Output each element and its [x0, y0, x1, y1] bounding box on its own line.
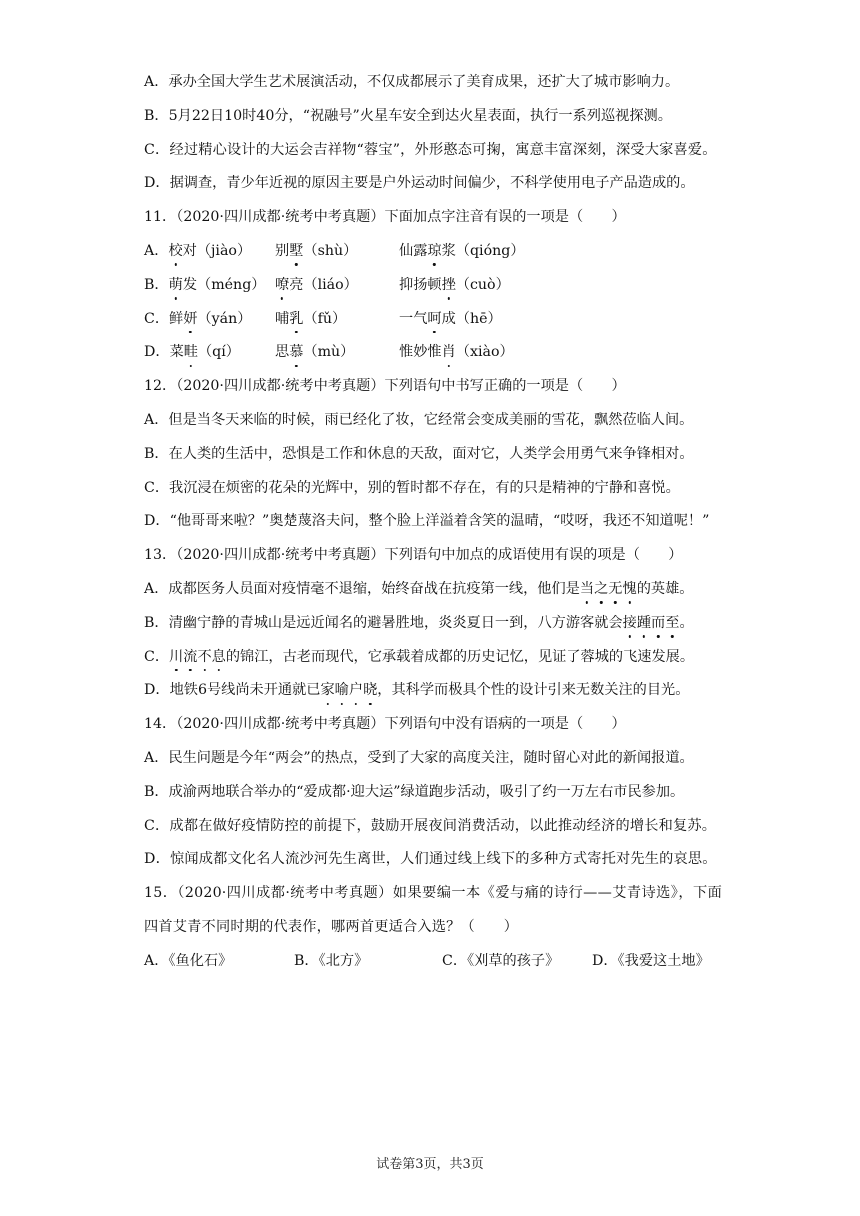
- word-part: 抑扬顿: [399, 276, 442, 293]
- dotted-char: 踵: [637, 607, 651, 641]
- q14-stem: 14．（2020·四川成都·统考中考真题）下列语句中没有语病的一项是（ ）: [144, 716, 626, 733]
- dotted-char: 喻: [335, 674, 349, 708]
- dotted-char: 呵: [427, 303, 441, 337]
- pinyin: （yán）: [197, 310, 252, 327]
- q10-option-a: A．承办全国大学生艺术展演活动，不仅成都展示了美育成果，还扩大了城市影响力。: [144, 74, 680, 90]
- pinyin: （cuò）: [455, 276, 510, 293]
- word-part: 思: [275, 344, 290, 361]
- option-letter: B．: [144, 276, 169, 293]
- word-part: 哺: [275, 310, 290, 327]
- dotted-char: 不: [197, 641, 211, 675]
- dotted-char: 无: [608, 573, 622, 607]
- q10-option-b: B．5月22日10时40分，“祝融号”火星车安全到达火星表面，执行一系列巡视探测。: [144, 107, 672, 124]
- pinyin: （qí）: [197, 344, 240, 361]
- dotted-char: 息: [212, 641, 226, 675]
- word-part: 惟妙惟: [399, 344, 442, 361]
- dotted-char: 畦: [184, 336, 198, 370]
- sentence-text: C．: [144, 648, 170, 665]
- q11-stem: 11．（2020·四川成都·统考中考真题）下面加点字注音有误的一项是（ ）: [144, 209, 626, 226]
- pinyin: （mù）: [303, 344, 355, 361]
- dotted-char: 之: [594, 573, 608, 607]
- option-letter: D．菜: [144, 344, 184, 361]
- pinyin: 浆（qióng）: [441, 242, 525, 259]
- dotted-char: 户: [349, 674, 363, 708]
- q12-option-d: D．“他哥哥来啦？”奥楚蔑洛夫问，整个脸上洋溢着含笑的温晴，“哎呀，我还不知道呢！”: [144, 513, 710, 530]
- q13-option-a: [144, 573, 722, 607]
- word-part: 一气: [399, 310, 428, 327]
- q15-option-d: D．《我爱这土地》: [592, 952, 710, 969]
- dotted-char: 当: [580, 573, 594, 607]
- dotted-char: 琼: [427, 235, 441, 269]
- dotted-char: 慕: [289, 336, 303, 370]
- dotted-char: 妍: [183, 303, 197, 337]
- dotted-char: 嘹: [275, 269, 289, 303]
- q11-option-d: [144, 336, 722, 370]
- q15-option-a: A．《鱼化石》: [144, 952, 233, 969]
- q13-option-c: [144, 641, 722, 675]
- q15-stem: 15．（2020·四川成都·统考中考真题）如果要编一本《爱与痛的诗行——艾青诗选》，下面四首艾青不同时期的代表作，哪两首更适合入选？（ ）: [144, 885, 722, 935]
- dotted-char: 墅: [289, 235, 303, 269]
- pinyin: （xiào）: [455, 344, 514, 361]
- page-footer: 试卷第3页，共3页: [376, 1157, 484, 1172]
- sentence-text: B．清幽宁静的青城山是远近闻名的避暑胜地，炎炎夏日一到，八方游客就会: [144, 614, 623, 631]
- sentence-text: 的锦江，古老而现代，它承载着成都的历史记忆，见证了蓉城的飞速发展。: [225, 648, 695, 665]
- word-part: 别: [275, 242, 290, 259]
- q15-option-c: C．《刈草的孩子》: [442, 952, 560, 969]
- q14-option-d: D．惊闻成都文化名人流沙河先生离世，人们通过线上线下的多种方式寄托对先生的哀思。: [144, 851, 717, 868]
- dotted-char: 流: [183, 641, 197, 675]
- dotted-idiom: [320, 682, 377, 698]
- q14-option-a: A．民生问题是今年“两会”的热点，受到了大家的高度关注，随时留心对此的新闻报道。: [144, 749, 694, 766]
- sentence-text: A．成都医务人员面对疫情毫不退缩，始终奋战在抗疫第一线，他们是: [144, 580, 580, 597]
- sentence-text: 的英雄。: [636, 580, 694, 597]
- q12-stem: 12．（2020·四川成都·统考中考真题）下列语句中书写正确的一项是（ ）: [144, 378, 626, 395]
- q12-option-c: C．我沉浸在烦密的花朵的光辉中，别的暂时都不存在，有的只是精神的宁静和喜悦。: [144, 479, 680, 496]
- dotted-char: 至: [665, 607, 679, 641]
- dotted-idiom: [169, 649, 226, 665]
- q13-option-d: [144, 674, 722, 708]
- q13-option-b: [144, 607, 722, 641]
- dotted-char: 晓: [363, 674, 377, 708]
- q11-option-a: [144, 235, 722, 269]
- pinyin: （fǔ）: [303, 310, 347, 327]
- option-letter: C．鲜: [144, 310, 184, 327]
- word-part: 仙露: [399, 242, 428, 259]
- exam-page-content: [144, 66, 722, 979]
- sentence-text: ，其科学而极具个性的设计引来无数关注的目光。: [377, 682, 690, 699]
- q10-option-d: D．据调查，青少年近视的原因主要是户外运动时间偏少，不科学使用电子产品造成的。: [144, 175, 695, 192]
- dotted-char: 川: [169, 641, 183, 675]
- sentence-text: D．地铁6号线尚未开通就已: [144, 682, 321, 699]
- pinyin: 对（jiào）: [182, 242, 252, 259]
- dotted-char: 而: [651, 607, 665, 641]
- q11-option-c: [144, 303, 722, 337]
- sentence-text: 。: [679, 614, 694, 631]
- pinyin: 发（méng）: [182, 276, 266, 293]
- dotted-char: 肖: [442, 336, 456, 370]
- pinyin: （shù）: [303, 242, 358, 259]
- q15-options: [144, 945, 722, 979]
- q15-option-b: B．《北方》: [294, 952, 369, 969]
- dotted-char: 愧: [622, 573, 636, 607]
- dotted-char: 乳: [289, 303, 303, 337]
- q13-stem: 13．（2020·四川成都·统考中考真题）下列语句中加点的成语使用有误的项是（ ）: [144, 547, 683, 564]
- q10-option-c: C．经过精心设计的大运会吉祥物“蓉宝”，外形憨态可掬，寓意丰富深刻，深受大家喜爱。: [144, 141, 717, 158]
- dotted-char: 校: [168, 235, 182, 269]
- dotted-char: 接: [623, 607, 637, 641]
- q12-option-a: A．但是当冬天来临的时候，雨已经化了妆，它经常会变成美丽的雪花，飘然莅临人间。: [144, 411, 694, 428]
- dotted-idiom: [580, 581, 637, 597]
- q12-option-b: B．在人类的生活中，恐惧是工作和休息的天敌，面对它，人类学会用勇气来争锋相对。: [144, 445, 694, 462]
- q14-option-b: B．成渝两地联合举办的“爱成都·迎大运”绿道跑步活动，吸引了约一万左右市民参加。: [144, 783, 685, 800]
- pinyin: 成（hē）: [441, 310, 502, 327]
- pinyin: （liáo）: [303, 276, 358, 293]
- dotted-char: 挫: [442, 269, 456, 303]
- q14-option-c: C．成都在做好疫情防控的前提下，鼓励开展夜间消费活动，以此推动经济的增长和复苏。: [144, 817, 717, 834]
- option-letter: A．: [144, 242, 169, 259]
- dotted-char: 萌: [169, 269, 183, 303]
- dotted-char: 家: [320, 674, 334, 708]
- word-part: 亮: [289, 276, 304, 293]
- q11-option-b: [144, 269, 722, 303]
- dotted-idiom: [623, 615, 680, 631]
